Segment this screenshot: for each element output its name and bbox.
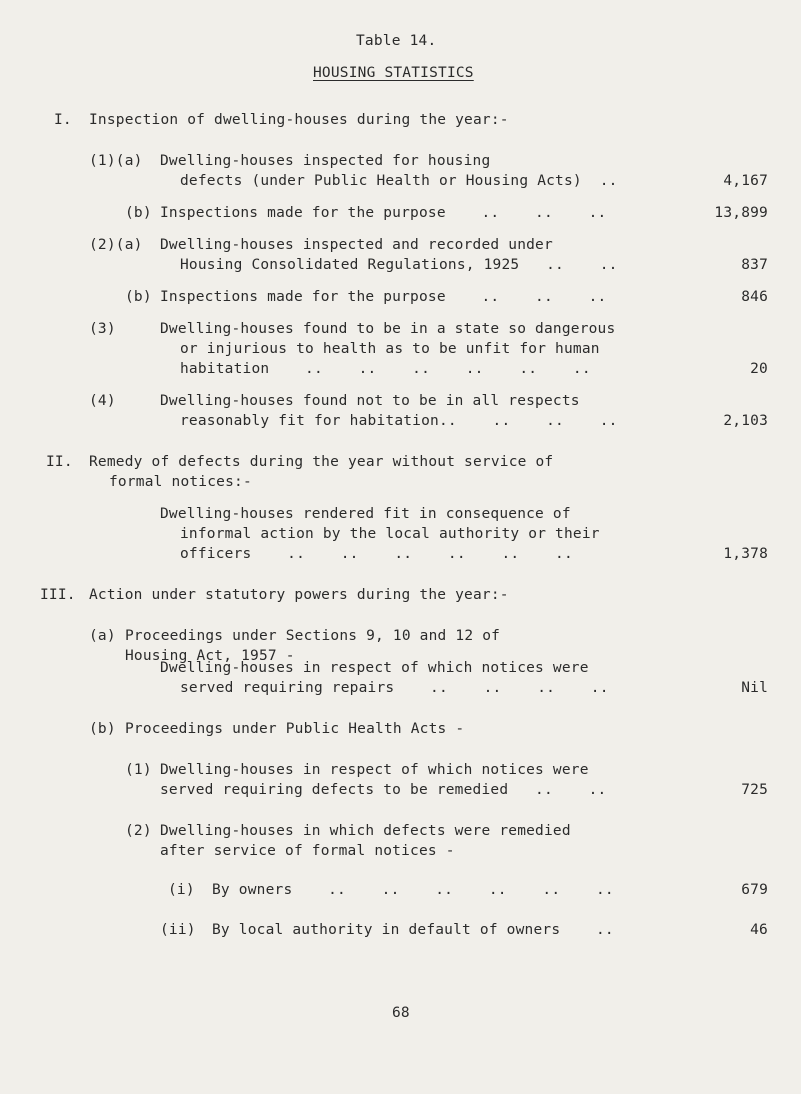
item-3a-value: Nil [741,680,768,696]
page-number: 68 [392,1005,410,1021]
item-3a-sub-line2: served requiring repairs .. .. .. .. [180,680,609,696]
item-3b2-label: (2) [125,823,152,839]
section-1-numeral: I. [54,112,72,128]
item-3b2-i-text: By owners .. .. .. .. .. .. [212,882,614,898]
item-3b1-text-line2: served requiring defects to be remedied .. .. [160,782,607,798]
item-2a-value: 837 [741,257,768,273]
item-4-text-line2: reasonably fit for habitation.. .. .. .. [180,413,618,429]
item-3b2-text-line1: Dwelling-houses in which defects were remedied [160,823,571,839]
item-3b-text: Proceedings under Public Health Acts - [125,721,465,737]
section-2-numeral: II. [46,454,73,470]
item-3a-text-line2: Housing Act, 1957 - [125,648,295,664]
item-3b2-i-value: 679 [741,882,768,898]
item-1a-label: (1)(a) [89,153,143,169]
item-3b1-text-line1: Dwelling-houses in respect of which notices were [160,762,589,778]
item-3a-text-line1: Proceedings under Sections 9, 10 and 12 of [125,628,501,644]
item-4-value: 2,103 [723,413,768,429]
item-3b2-ii-value: 46 [750,922,768,938]
section-1-heading: Inspection of dwelling-houses during the year:- [89,112,509,128]
item-3b-label: (b) [89,721,116,737]
page-title: HOUSING STATISTICS [313,65,474,81]
item-2b-value: 846 [741,289,768,305]
table-label: Table 14. [356,33,437,49]
item-3b2-text-line2: after service of formal notices - [160,843,455,859]
item-3b2-ii-label: (ii) [160,922,196,938]
section-3-numeral: III. [40,587,76,603]
item-3-value: 20 [750,361,768,377]
item-1a-value: 4,167 [723,173,768,189]
item-2a-text-line2: Housing Consolidated Regulations, 1925 .. .. [180,257,618,273]
item-2a-text-line1: Dwelling-houses inspected and recorded under [160,237,553,253]
item-2b-label: (b) [125,289,152,305]
item-3a-label: (a) [89,628,116,644]
item-3-label: (3) [89,321,116,337]
item-1b-text: Inspections made for the purpose .. .. .. [160,205,607,221]
item-1a-text-line1: Dwelling-houses inspected for housing [160,153,491,169]
item-3b1-label: (1) [125,762,152,778]
item-3b2-ii-text: By local authority in default of owners .. [212,922,614,938]
section-2-text-line3: officers .. .. .. .. .. .. [180,546,573,562]
section-2-heading-line2: formal notices:- [109,474,252,490]
item-1b-value: 13,899 [714,205,768,221]
item-3a-sub-line1: Dwelling-houses in respect of which notices were [160,660,589,676]
item-1b-label: (b) [125,205,152,221]
section-2-text-line1: Dwelling-houses rendered fit in consequence of [160,506,571,522]
item-3b1-value: 725 [741,782,768,798]
section-3-heading: Action under statutory powers during the year:- [89,587,509,603]
item-4-text-line1: Dwelling-houses found not to be in all respects [160,393,580,409]
section-2-value: 1,378 [723,546,768,562]
section-2-text-line2: informal action by the local authority or their [180,526,600,542]
item-1a-text-line2: defects (under Public Health or Housing Acts) .. [180,173,618,189]
item-4-label: (4) [89,393,116,409]
item-3b2-i-label: (i) [168,882,195,898]
item-3-text-line3: habitation .. .. .. .. .. .. [180,361,591,377]
item-3-text-line1: Dwelling-houses found to be in a state so dangerous [160,321,616,337]
item-2b-text: Inspections made for the purpose .. .. .. [160,289,607,305]
section-2-heading-line1: Remedy of defects during the year without service of [89,454,554,470]
item-3-text-line2: or injurious to health as to be unfit for human [180,341,600,357]
item-2a-label: (2)(a) [89,237,143,253]
